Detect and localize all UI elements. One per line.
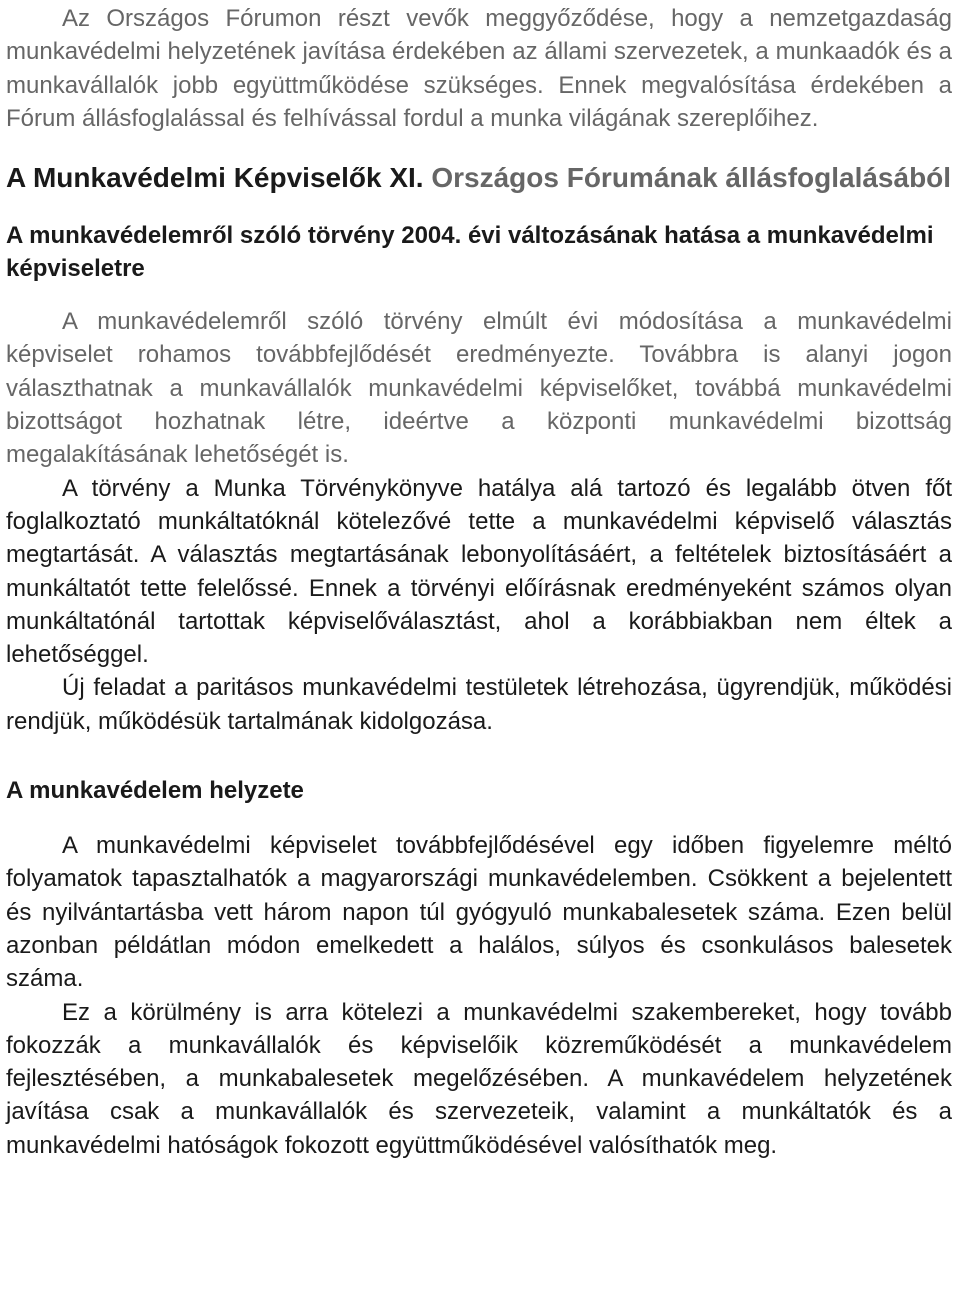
section1-paragraph-2: A törvény a Munka Törvénykönyve hatálya alá tartozó és legalább ötven főt foglalkoztató munkáltatóknál kötelezővé tette a munkavédelmi képviselő választás megtartását. A választás megtartásának lebonyolításáért, a feltételek biztosításáért a munkáltatót tette felelőssé. Ennek a törvényi előírásnak eredményeként számos olyan munkáltatónál tartottak képviselőválasztást, ahol a korábbiakban nem éltek a lehetőséggel. — [6, 474, 952, 669]
section2-paragraph-1: A munkavédelmi képviselet továbbfejlődésével egy időben figyelemre méltó folyamatok tapasztalhatók a magyarországi munkavédelemben. Csökkent a bejelentett és nyilvántartásba vett három napon túl gyógyuló munkabalesetek száma. Ezen belül azonban példátlan módon emelkedett a halálos, súlyos és csonkulásos balesetek száma. — [6, 832, 952, 993]
section1-paragraph-3: Új feladat a paritásos munkavédelmi testületek létrehozása, ügyrendjük, működési rendjük, működésük tartalmának kidolgozása. — [6, 674, 952, 735]
main-heading-part-1: A Munkavédelmi Képviselők XI. — [6, 162, 432, 194]
section2-paragraph-2: Ez a körülmény is arra kötelezi a munkavédelmi szakembereket, hogy tovább fokozzák a munkavállalók és képviselőik közreműködését a munkavédelem fejlesztésében, a munkabalesetek megelőzésében. A munkavédelem helyzetének javítása csak a munkavállalók és szervezeteik, valamint a munkáltatók és a munkavédelmi hatóságok fokozott együttműködésével valósíthatók meg. — [6, 998, 952, 1159]
main-heading-part-2: Országos Fórumának állásfoglalásából — [431, 162, 952, 194]
intro-paragraph: Az Országos Fórumon részt vevők meggyőződése, hogy a nemzetgazdaság munkavédelmi helyzetének javítása érdekében az állami szervezetek, a munkaadók és a munkavállalók jobb együttműködése szükséges. Ennek megvalósítása érdekében a Fórum állásfoglalással és felhívással fordul a munka világának szereplőihez. — [6, 5, 952, 132]
section1-paragraph-1: A munkavédelemről szóló törvény elmúlt évi módosítása a munkavédelmi képviselet rohamos továbbfejlődését eredményezte. Továbbra is alanyi jogon választhatnak a munkavállalók munkavédelmi képviselőket, továbbá munkavédelmi bizottságot hozhatnak létre, ideértve a központi munkavédelmi bizottság megalakításának lehetőségét is. — [6, 308, 952, 469]
main-heading — [6, 161, 952, 195]
section2-heading: A munkavédelem helyzete — [6, 777, 304, 805]
sub-heading: A munkavédelemről szóló törvény 2004. évi változásának hatása a munkavédelmi képviseletre — [6, 222, 934, 283]
